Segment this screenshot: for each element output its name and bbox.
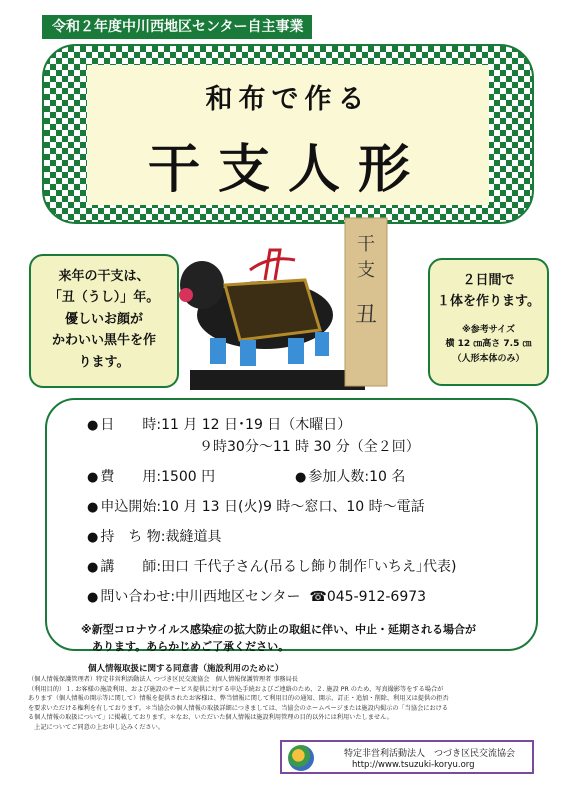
ox-saddle [225, 280, 320, 340]
display-stand [190, 370, 365, 390]
plaque-char: 支 [357, 260, 375, 281]
organization-url[interactable]: http://www.tsuzuki-koryu.org [352, 760, 475, 770]
time-value: ９時30分～11 時 30 分（全２回） [199, 439, 420, 455]
capacity-value: 10 名 [369, 469, 406, 485]
capacity-label: 参加人数 [308, 469, 365, 485]
ox-leg [315, 332, 329, 356]
size-note-line: ※参考サイズ [461, 324, 516, 335]
phone-number: ☎045-912-6973 [309, 589, 427, 605]
fee-label: 費 用 [100, 469, 157, 485]
plaque-char: 丑 [354, 303, 378, 328]
ox-leg [240, 340, 256, 366]
capacity-row: ● 参加人数:10 名 [295, 469, 406, 485]
schedule-bubble [428, 258, 549, 386]
date-label: 日 時 [100, 417, 157, 433]
teacher-value: 田口 千代子さん(吊るし飾り制作｢いちえ｣代表) [161, 559, 457, 575]
event-tag: 令和２年度中川西地区センター自主事業 [42, 15, 312, 39]
privacy-line: 上記についてご同意の上お申し込みください。 [28, 724, 164, 732]
organization-logo-icon [288, 745, 314, 771]
ox-doll-photo [170, 210, 428, 395]
ox-tassel [265, 250, 280, 280]
teacher-label: 講 師 [100, 559, 157, 575]
bring-label: 持 ち 物 [100, 529, 161, 545]
fee-row: ● 費 用:1500 円 [87, 469, 216, 485]
ox-leg [210, 338, 226, 364]
contact-label: 問い合わせ [100, 589, 171, 605]
bring-row: ● 持 ち 物:裁縫道具 [87, 529, 222, 545]
schedule-line: １体を作ります。 [437, 294, 540, 310]
page-title: 干支人形 [147, 139, 428, 200]
description-line: 優しいお顔が [64, 311, 143, 327]
description-line: ります。 [78, 354, 130, 370]
covid-notice [81, 622, 501, 655]
privacy-line: あります（個人情報の開示等に関して）情報を提供されたお客様は、弊当情報に関して利用目的の通知、開示、訂正・追加・削除、利用又は提供の拒否 [28, 695, 449, 703]
teacher-row: ● 講 師:田口 千代子さん(吊るし飾り制作｢いちえ｣代表) [87, 559, 457, 575]
privacy-line: を要求いただける権利を有しております。＊当協会の個人情報の取扱詳細につきましては、当協会のホームページまたは施設内掲示の「当協会における [28, 704, 449, 712]
date-row: ● 日 時:11 月 12 日･19 日（木曜日） [87, 417, 352, 433]
description-bubble [29, 254, 179, 388]
privacy-line: （個人情報保護管理者）特定非営利活動法人 つづき区民交流協会 個人情報保護管理者 事務局長 [28, 676, 298, 683]
notice-line: ※新型コロナウイルス感染症の拡大防止の取組に伴い、中止・延期される場合が [81, 623, 477, 636]
organization-name: 特定非営利活動法人 つづき区民交流協会 [344, 749, 516, 759]
contact-value: 中川西地区センター [175, 589, 301, 605]
title-panel [87, 65, 489, 205]
ox-leg [288, 338, 304, 364]
plaque-char: 干 [357, 234, 375, 255]
privacy-statement [28, 675, 538, 733]
size-note [430, 323, 547, 366]
contact-row: ● 問い合わせ:中川西地区センター ☎045-912-6973 [87, 589, 427, 605]
time-row [199, 436, 420, 456]
apply-label: 申込開始 [100, 499, 157, 515]
schedule-line: ２日間で [462, 273, 515, 288]
apply-row: ● 申込開始:10 月 13 日(火)9 時～窓口、10 時～電話 [87, 499, 425, 515]
description-line: 来年の干支は、 [58, 269, 150, 284]
organization-box [280, 740, 534, 774]
ox-nose [179, 288, 193, 302]
title-banner [42, 44, 534, 224]
fee-value: 1500 円 [161, 469, 216, 485]
privacy-title: 個人情報取扱に関する同意書（施設利用のために） [88, 664, 284, 674]
description-line: 「丑（うし）」年。 [48, 290, 160, 306]
privacy-line: （利用目的）１. お客様の施設利用、および施設のサービス提供に対する申込手続およびご連絡のため、２. 施設 PR のため、写真撮影等をする場合が [28, 685, 444, 693]
size-note-line: 横 12 ㎝高さ 7.5 ㎝ [445, 339, 532, 350]
subtitle: 和布で作る [205, 84, 371, 115]
ox-cord [250, 259, 295, 270]
description-line: かわいい黒牛を作 [51, 333, 156, 349]
bring-value: 裁縫道具 [165, 529, 222, 545]
apply-value: 10 月 13 日(火)9 時～窓口、10 時～電話 [161, 499, 425, 515]
notice-line: あります。あらかじめご了承ください。 [81, 639, 290, 653]
size-note-line: （人形本体のみ） [452, 353, 525, 364]
details-box [45, 398, 538, 651]
date-value: 11 月 12 日･19 日（木曜日） [161, 417, 352, 433]
privacy-line: る個人情報の取扱について」に掲載しております。＊なお、いただいた個人情報は施設利用管理の目的以外には利用いたしません。 [28, 714, 393, 722]
